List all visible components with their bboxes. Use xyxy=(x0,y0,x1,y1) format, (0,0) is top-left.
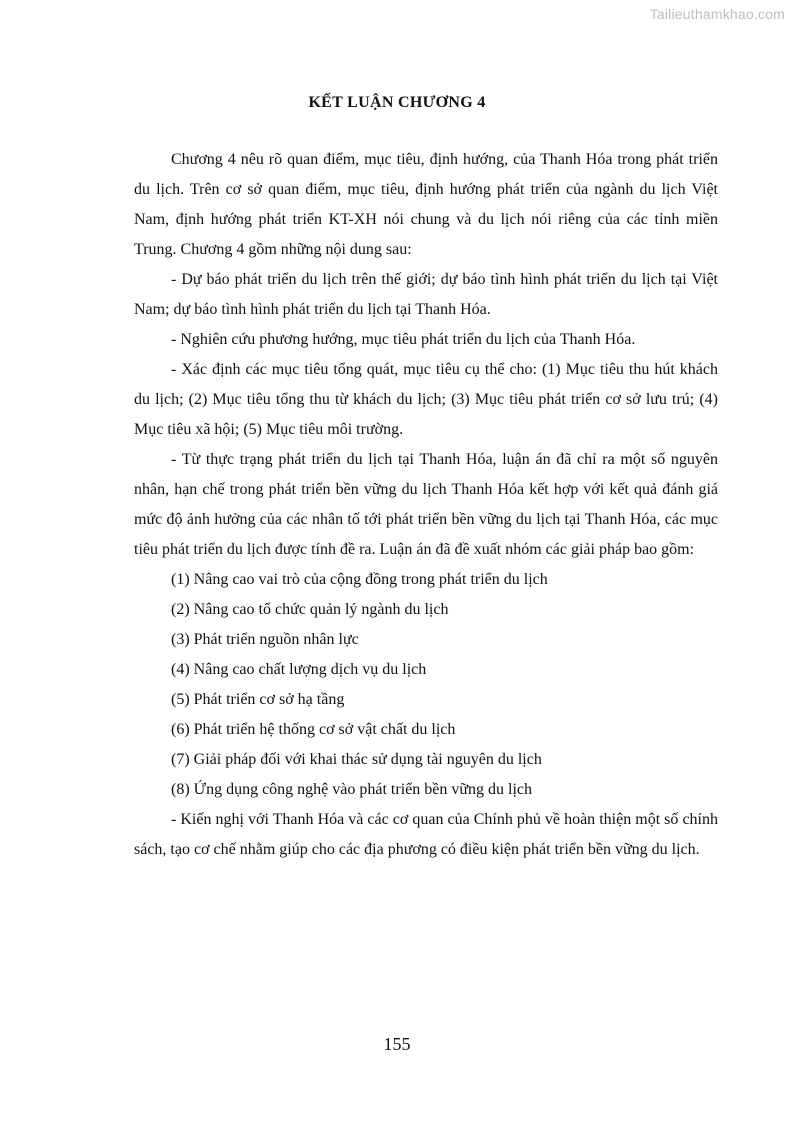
intro-paragraph: Chương 4 nêu rõ quan điểm, mục tiêu, định hướng, của Thanh Hóa trong phát triển du lịch. Trên cơ sở quan điểm, mục tiêu, định hướng phát triển của ngành du lịch Việt Nam, định hướng phát triển KT-XH nói chung và du lịch nói riêng của các tỉnh miền Trung. Chương 4 gồm những nội dung sau: xyxy=(134,151,718,258)
recommend-paragraph: - Kiến nghị với Thanh Hóa và các cơ quan của Chính phủ về hoàn thiện một số chính sách, tạo cơ chế nhằm giúp cho các địa phương có điều kiện phát triển bền vững du lịch. xyxy=(134,811,718,858)
watermark: Tailieuthamkhao.com xyxy=(649,6,785,22)
reality-paragraph: - Từ thực trạng phát triển du lịch tại Thanh Hóa, luận án đã chỉ ra một số nguyên nhân, hạn chế trong phát triển bền vững du lịch Thanh Hóa kết hợp với kết quả đánh giá mức độ ảnh hưởng của các nhân tố tới phát triển bền vững du lịch tại Thanh Hóa, các mục tiêu phát triển du lịch được tính đề ra. Luận án đã đề xuất nhóm các giải pháp bao gồm: xyxy=(134,451,718,558)
solution-item-3: (3) Phát triển nguồn nhân lực xyxy=(171,631,359,648)
page-number: 155 xyxy=(383,1034,411,1054)
solution-item-2: (2) Nâng cao tổ chức quản lý ngành du lịch xyxy=(171,601,449,618)
chapter-conclusion-title: KẾT LUẬN CHƯƠNG 4 xyxy=(308,94,486,111)
solution-item-4: (4) Nâng cao chất lượng dịch vụ du lịch xyxy=(171,661,427,678)
research-paragraph: - Nghiên cứu phương hướng, mục tiêu phát triển du lịch của Thanh Hóa. xyxy=(171,331,636,348)
solution-item-8: (8) Ứng dụng công nghệ vào phát triển bền vững du lịch xyxy=(171,781,533,798)
solution-item-1: (1) Nâng cao vai trò của cộng đồng trong phát triển du lịch xyxy=(171,571,548,588)
solution-item-6: (6) Phát triển hệ thống cơ sở vật chất du lịch xyxy=(171,721,456,738)
goals-paragraph: - Xác định các mục tiêu tổng quát, mục tiêu cụ thể cho: (1) Mục tiêu thu hút khách du lịch; (2) Mục tiêu tổng thu từ khách du lịch; (3) Mục tiêu phát triển cơ sở lưu trú; (4) Mục tiêu xã hội; (5) Mục tiêu môi trường. xyxy=(134,361,718,438)
forecast-paragraph: - Dự báo phát triển du lịch trên thế giới; dự báo tình hình phát triển du lịch tại Việt Nam; dự báo tình hình phát triển du lịch tại Thanh Hóa. xyxy=(134,271,718,318)
document-body xyxy=(134,145,718,865)
solution-item-5: (5) Phát triển cơ sở hạ tầng xyxy=(171,691,345,708)
solution-item-7: (7) Giải pháp đối với khai thác sử dụng tài nguyên du lịch xyxy=(171,751,542,768)
